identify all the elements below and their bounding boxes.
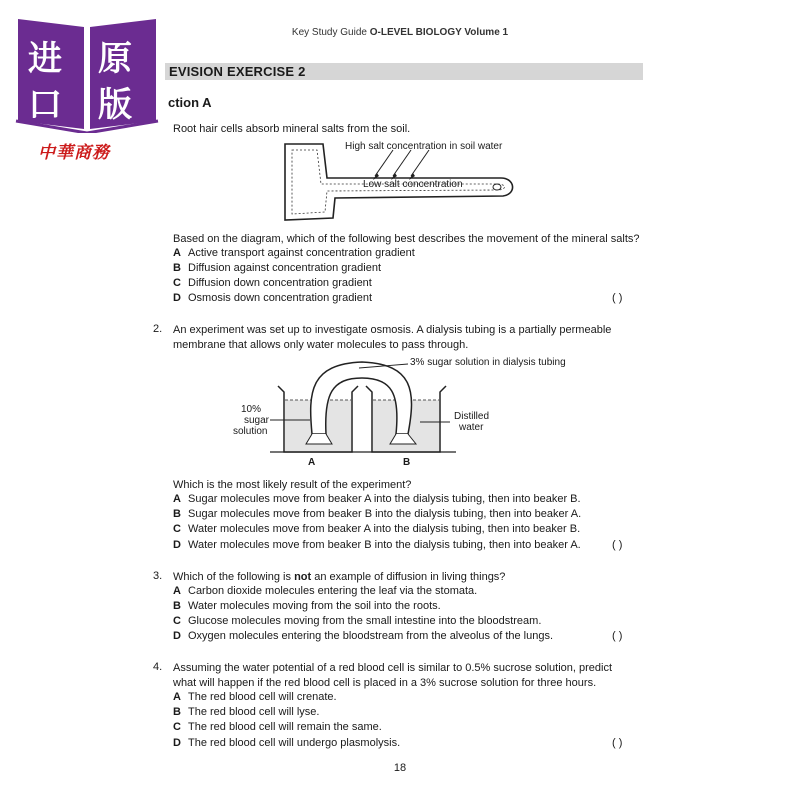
logo-char-3: 口 [28,85,62,125]
q4-answer-bracket[interactable]: ( ) [612,737,623,749]
label-tubing: 3% sugar solution in dialysis tubing [410,357,566,368]
q3-question: Which of the following is not an example of diffusion in living things? [173,571,506,583]
q4-option-d: D The red blood cell will undergo plasmolysis. [173,737,401,749]
q4-line2: what will happen if the red blood cell is placed in a 3% sucrose solution for three hours. [173,677,597,689]
q1-option-b: B Diffusion against concentration gradient [173,262,382,274]
q2-answer-bracket[interactable]: ( ) [612,539,623,551]
label-high-salt: High salt concentration in soil water [345,141,503,152]
q2-option-c: C Water molecules move from beaker A into the dialysis tubing, then into beaker B. [173,523,581,535]
logo-char-2: 原 [98,39,132,79]
q2-line1: An experiment was set up to investigate osmosis. A dialysis tubing is a partially permeable [173,324,612,336]
section-title: ction A [168,95,212,110]
label-sugar-2: sugar [244,415,270,426]
q4-number: 4. [153,661,163,673]
q1-answer-bracket[interactable]: ( ) [612,292,623,304]
q2-question: Which is the most likely result of the experiment? [173,479,412,491]
q2-option-d: D Water molecules move from beaker B into the dialysis tubing, then into beaker A. [173,539,581,551]
exercise-title-bar [165,63,643,80]
q1-option-d: D Osmosis down concentration gradient [173,292,373,304]
osmosis-diagram [270,352,470,460]
exercise-title: EVISION EXERCISE 2 [169,64,306,79]
q4-option-a: A The red blood cell will crenate. [173,691,337,703]
q3-option-a: A Carbon dioxide molecules entering the leaf via the stomata. [173,585,478,597]
label-beaker-b: B [403,457,411,468]
header-title: O-LEVEL BIOLOGY Volume 1 [369,27,509,38]
q2-option-b: B Sugar molecules move from beaker B into the dialysis tubing, then into beaker A. [173,508,582,520]
publisher-logo [14,13,160,133]
q3-option-b: B Water molecules moving from the soil into the roots. [173,600,441,612]
q3-option-c: C Glucose molecules moving from the small intestine into the bloodstream. [173,615,542,627]
q3-answer-bracket[interactable]: ( ) [612,630,623,642]
header-prefix: Key Study Guide [291,27,367,38]
q2-option-a: A Sugar molecules move from beaker A into the dialysis tubing, then into beaker B. [173,493,581,505]
logo-char-4: 版 [98,85,132,125]
q2-number: 2. [153,323,163,335]
q4-line1: Assuming the water potential of a red blood cell is similar to 0.5% sucrose solution, predict [173,662,612,674]
label-sugar-1: 10% [241,404,262,415]
q4-option-b: B The red blood cell will lyse. [173,706,320,718]
brand-name: 中華商務 [38,143,110,163]
label-beaker-a: A [308,457,316,468]
q1-option-c: C Diffusion down concentration gradient [173,277,372,289]
label-water-1: Distilled [454,411,490,422]
logo-char-1: 进 [28,39,62,79]
q4-option-c: C The red blood cell will remain the same. [173,721,382,733]
label-low-salt: Low salt concentration [363,179,463,190]
q3-number: 3. [153,570,163,582]
label-water-2: water [459,422,484,433]
label-sugar-3: solution [233,426,268,437]
q1-question: Based on the diagram, which of the following best describes the movement of the mineral salts? [173,233,640,245]
page-number: 18 [393,762,407,774]
q3-option-d: D Oxygen molecules entering the bloodstream from the alveolus of the lungs. [173,630,554,642]
q2-line2: membrane that allows only water molecules to pass through. [173,339,469,351]
q1-intro: Root hair cells absorb mineral salts from the soil. [173,123,411,135]
q1-option-a: A Active transport against concentration gradient [173,247,415,259]
